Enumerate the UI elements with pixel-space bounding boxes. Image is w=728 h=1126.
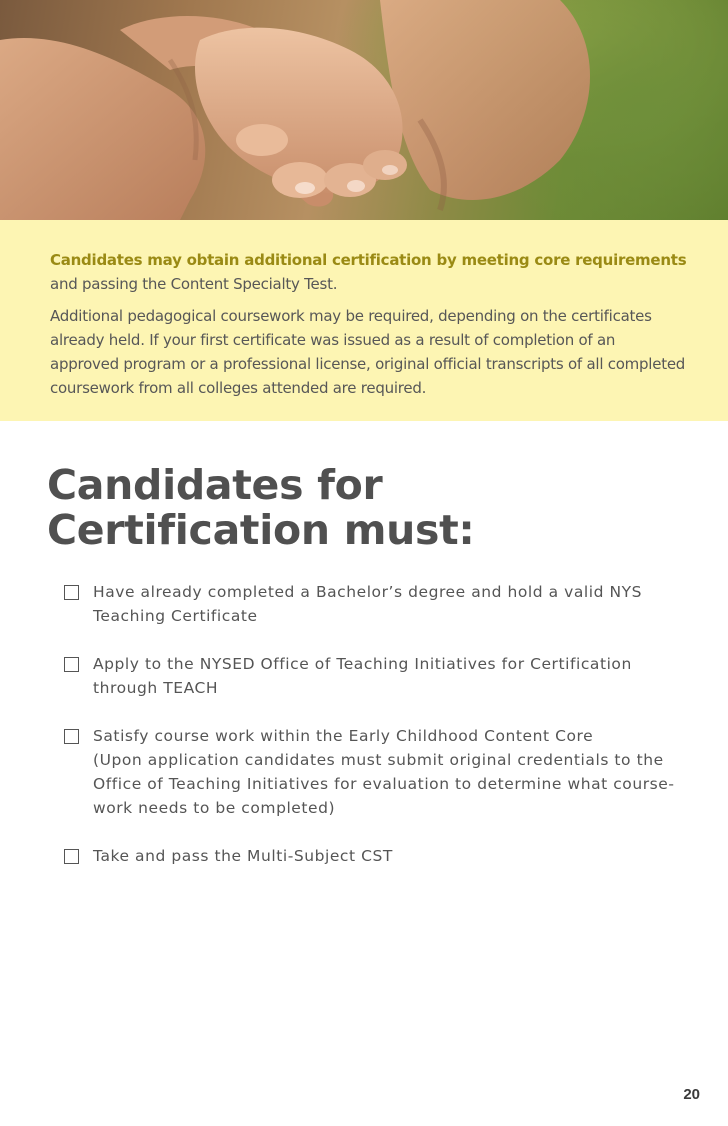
requirements-checklist [64, 580, 684, 892]
section-heading [47, 463, 687, 553]
checklist-item [64, 652, 684, 700]
checkbox-icon [64, 585, 79, 600]
checklist-item-text: Take and pass the Multi-Subject CST [93, 847, 393, 865]
heading-line-1: Candidates for [47, 461, 383, 509]
intro-lead [50, 248, 688, 296]
checklist-item [64, 724, 684, 820]
checklist-item-text: Apply to the NYSED Office of Teaching Initiatives for Certification through TEACH [93, 655, 632, 697]
page-number: 20 [683, 1086, 700, 1103]
intro-band [0, 220, 728, 421]
hero-photo [0, 0, 728, 220]
checklist-item [64, 580, 684, 628]
checklist-item-text: Have already completed a Bachelor’s degree and hold a valid NYS Teaching Certificate [93, 583, 643, 625]
checklist-item-text: Satisfy course work within the Early Childhood Content Core [93, 727, 594, 745]
checklist-item-note: (Upon application candidates must submit original credentials to the Office of Teaching Initiatives for evaluation to determine what course-work needs to be completed) [93, 751, 675, 817]
checkbox-icon [64, 849, 79, 864]
intro-paragraph: Additional pedagogical coursework may be required, depending on the certificates already held. If your first certificate was issued as a result of completion of an approved program or a professional license, original official transcripts of all completed coursework from all colleges attended are required. [50, 307, 686, 397]
checklist-item [64, 844, 684, 868]
heading-line-2: Certification must: [47, 506, 475, 554]
checkbox-icon [64, 657, 79, 672]
checkbox-icon [64, 729, 79, 744]
intro-lead-bold: Candidates may obtain additional certification by meeting core requirements [50, 251, 687, 269]
hands-illustration [0, 0, 728, 220]
intro-lead-rest: and passing the Content Specialty Test. [50, 275, 338, 293]
